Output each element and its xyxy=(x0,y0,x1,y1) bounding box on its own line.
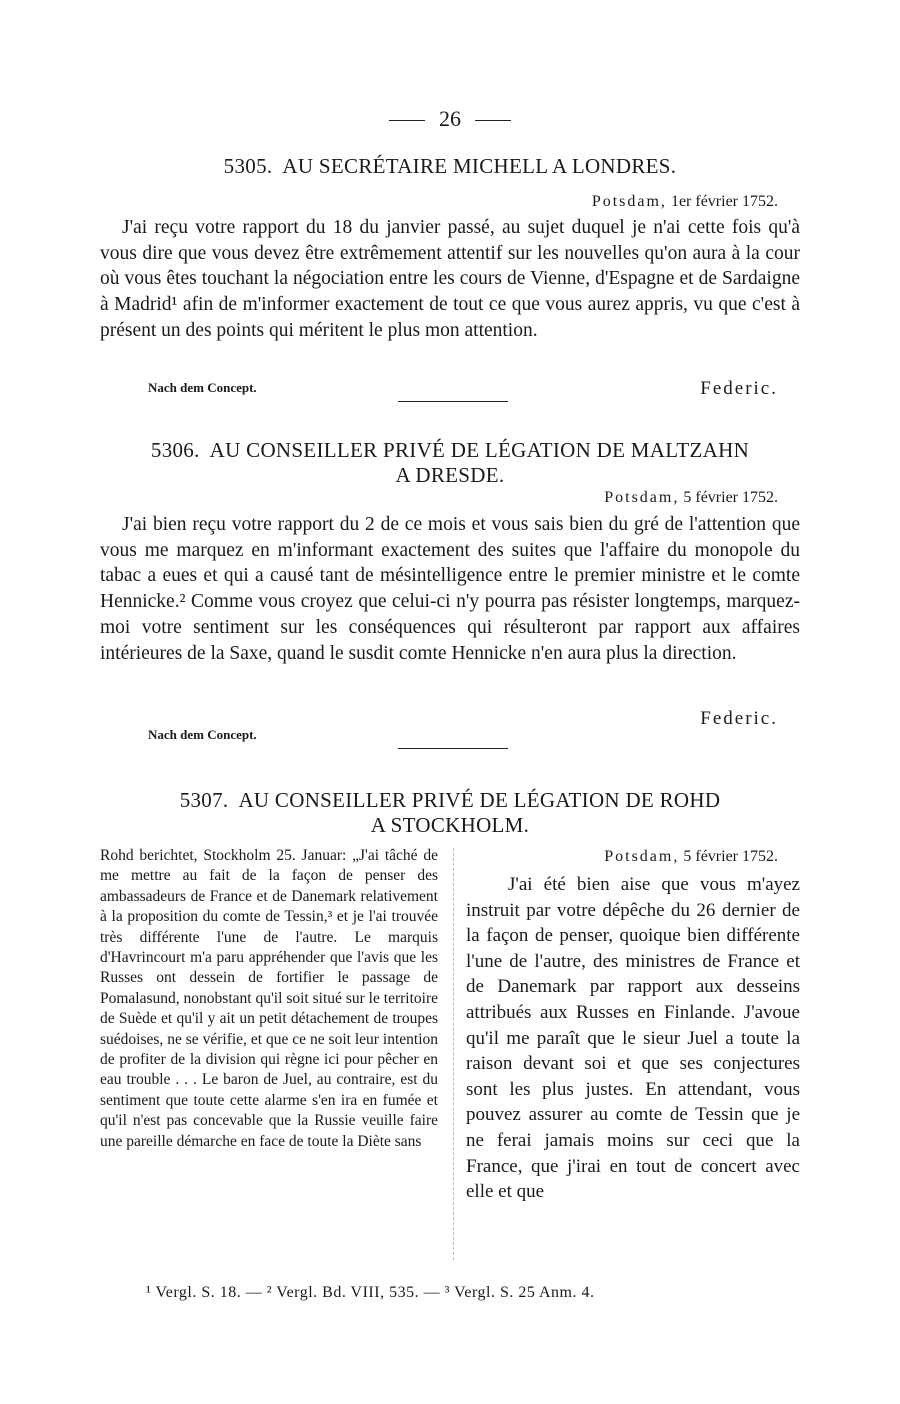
letter-5306-signature: Federic. xyxy=(700,708,778,729)
letter-5307-heading xyxy=(100,788,800,838)
letter-5305-body xyxy=(100,215,800,344)
letter-5305-signature: Federic. xyxy=(700,378,778,399)
dateline-place: Potsdam, xyxy=(604,489,680,506)
letter-5307-dateline xyxy=(604,848,778,866)
report-excerpt-text: Rohd berichtet, Stockholm 25. Januar: „J'ai tâché de me mettre au fait de la façon de penser des ambassadeurs de France et de Danemark relativement à la proposition du comte de Tessin,³ et je l'ai trouvée très différente l'une de l'autre. Le marquis d'Havrincourt m'a paru appréhender que l'avis que les Russes ont dessein de fortifier le passage de Pomalasund, nonobstant qu'il soit situé sur le territoire de Suède et qu'il y ait un petit détachement de troupes suédoises, ne se vérifie, et que ce ne soit leur intention de profiter de la division qui règne ici pour pêcher en eau trouble . . . Le baron de Juel, au contraire, est du sentiment que toute cette alarme s'en ira en fumée et qu'il n'est pas concevable que la Russie veuille faire une pareille démarche en face de toute la Diète sans xyxy=(100,847,438,1150)
dateline-date: 5 février 1752. xyxy=(683,848,778,865)
letter-5305-dateline xyxy=(592,193,778,211)
letter-5306-dateline xyxy=(604,489,778,507)
section-divider xyxy=(398,401,508,402)
letter-5305-heading xyxy=(100,154,800,179)
dateline-date: 5 février 1752. xyxy=(683,489,778,506)
letter-number: 5306. xyxy=(150,438,200,462)
letter-5307-body xyxy=(466,872,800,1205)
letter-title: AU SECRÉTAIRE MICHELL A LONDRES. xyxy=(282,154,677,178)
letter-body-paragraph: J'ai bien reçu votre rapport du 2 de ce mois et vous sais bien du gré de l'attention que vous me marquez en m'informant exactement des suites que l'affaire du monopole du tabac a eues et qui a causé tant de mésintelligence entre le premier ministre et le comte Hennicke.² Comme vous croyez que celui-ci n'y pourra pas résister longtemps, marquez-moi votre sentiment sur les conséquences qui résulteront par rapport aux affaires intérieures de la Saxe, quand le susdit comte Hennicke n'en aura plus la direction. xyxy=(100,514,800,664)
letter-number: 5307. xyxy=(179,788,229,812)
letter-5306-source-note: Nach dem Concept. xyxy=(148,727,257,742)
letter-number: 5305. xyxy=(223,154,273,178)
letter-title-line1: AU CONSEILLER PRIVÉ DE LÉGATION DE ROHD xyxy=(238,788,721,812)
letter-5306-heading xyxy=(100,438,800,488)
letter-5307-report-excerpt xyxy=(100,846,438,1152)
letter-5306-body xyxy=(100,512,800,666)
dateline-date: 1er février 1752. xyxy=(670,193,778,210)
dateline-place: Potsdam, xyxy=(591,193,667,210)
footnotes: ¹ Vergl. S. 18. — ² Vergl. Bd. VIII, 535. — ³ Vergl. S. 25 Anm. 4. xyxy=(146,1284,595,1301)
letter-body-paragraph: J'ai reçu votre rapport du 18 du janvier passé, au sujet duquel je n'ai cette fois qu'à vous dire que vous devez être extrêmement attentif sur les nouvelles qu'on aura à la cour où vous êtes touchant la négociation entre les cours de Vienne, d'Espagne et de Sardaigne à Madrid¹ afin de m'informer exactement de tout ce que vous aurez appris, vu que c'est à présent un des points qui méritent le plus mon attention. xyxy=(100,217,800,341)
letter-title-line2: A STOCKHOLM. xyxy=(370,813,530,837)
page-number: 26 xyxy=(0,106,900,132)
section-divider xyxy=(398,748,508,749)
page-number-dash-right xyxy=(475,120,511,121)
page-number-dash-left xyxy=(389,120,425,121)
letter-title-line2: A DRESDE. xyxy=(395,463,505,487)
letter-title-line1: AU CONSEILLER PRIVÉ DE LÉGATION DE MALTZAHN xyxy=(209,438,750,462)
letter-5305-source-note: Nach dem Concept. xyxy=(148,380,257,395)
column-divider xyxy=(453,848,454,1260)
letter-body-paragraph: J'ai été bien aise que vous m'ayez instruit par votre dépêche du 26 dernier de la façon de penser, quoique bien différente l'une de l'autre, des ministres de France et de Danemark par rapport aux desseins attribués aux Russes en Finlande. J'avoue qu'il me paraît que le sieur Juel a toute la raison devant soi et que ses conjectures sont les plus justes. En attendant, vous pouvez assurer au comte de Tessin que je ne ferai jamais moins sur ceci que la France, que j'irai en tout de concert avec elle et que xyxy=(466,874,800,1203)
dateline-place: Potsdam, xyxy=(604,848,680,865)
